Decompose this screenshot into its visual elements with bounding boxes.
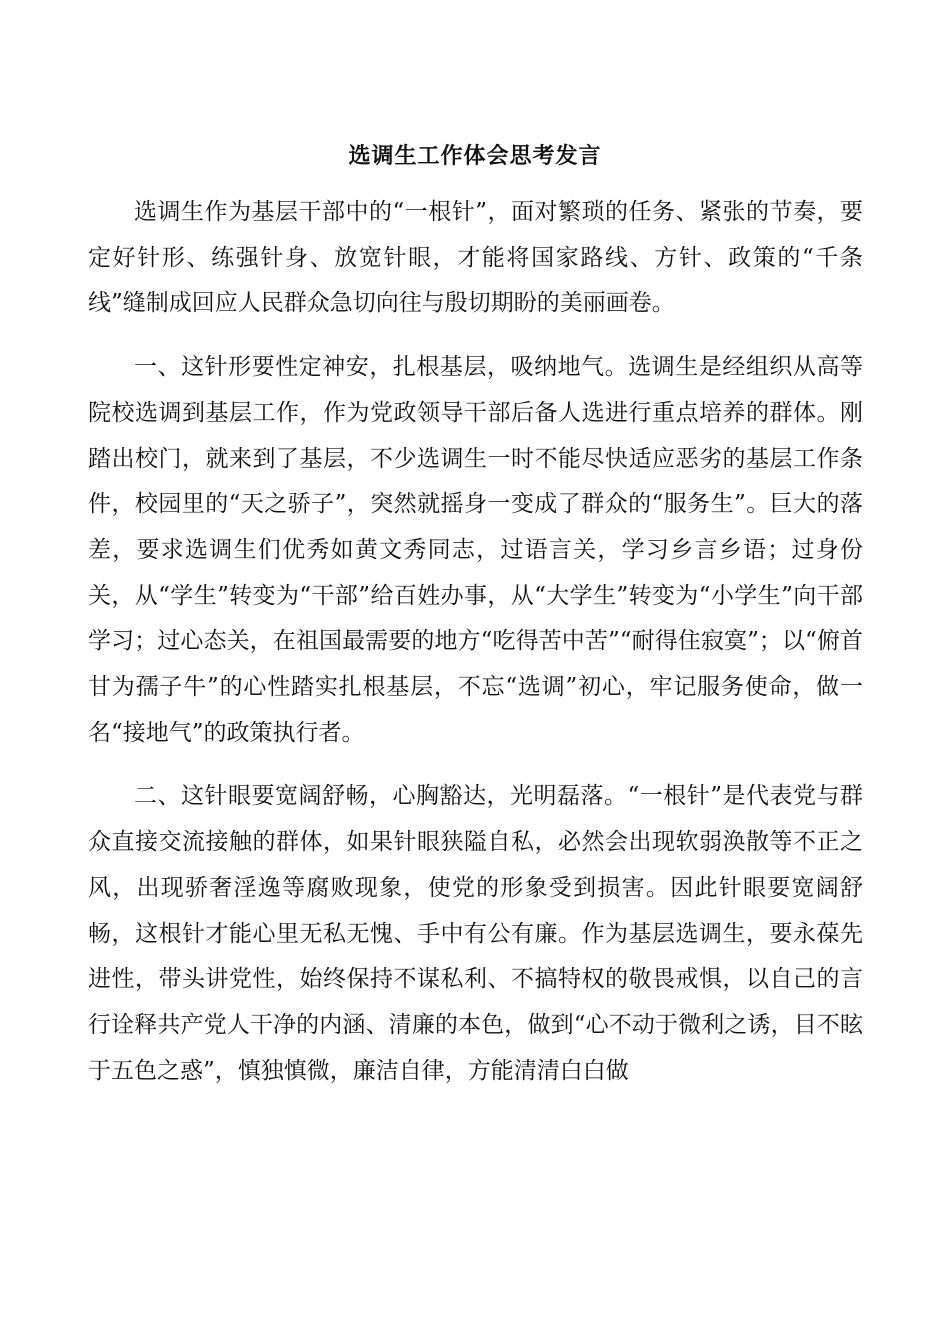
- paragraph-section-two: 二、这针眼要宽阔舒畅，心胸豁达，光明磊落。“一根针”是代表党与群众直接交流接触的群体，如果针眼狭隘自私，必然会出现软弱涣散等不正之风，出现骄奢淫逸等腐败现象，使党的形象受到损害。因此针眼要宽阔舒畅，这根针才能心里无私无愧、手中有公有廉。作为基层选调生，要永葆先进性，带头讲党性，始终保持不谋私利、不搞特权的敬畏戒惧，以自己的言行诠释共产党人干净的内涵、清廉的本色，做到“心不动于微利之诱，目不眩于五色之惑”，慎独慎微，廉洁自律，方能清清白白做: [88, 783, 863, 1084]
- document-title: 选调生工作体会思考发言: [348, 143, 602, 169]
- paragraph-intro: 选调生作为基层干部中的“一根针”，面对繁琐的任务、紧张的节奏，要定好针形、练强针身、放宽针眼，才能将国家路线、方针、政策的“千条线”缝制成回应人民群众急切向往与殷切期盼的美丽画卷。: [88, 199, 863, 317]
- paragraph-section-one: 一、这针形要性定神安，扎根基层，吸纳地气。选调生是经组织从高等院校选调到基层工作，作为党政领导干部后备人选进行重点培养的群体。刚踏出校门，就来到了基层，不少选调生一时不能尽快适应恶劣的基层工作条件，校园里的“天之骄子”，突然就摇身一变成了群众的“服务生”。巨大的落差，要求选调生们优秀如黄文秀同志，过语言关，学习乡言乡语；过身份关，从“学生”转变为“干部”给百姓办事，从“大学生”转变为“小学生”向干部学习；过心态关，在祖国最需要的地方“吃得苦中苦”“耐得住寂寞”；以“俯首甘为孺子牛”的心性踏实扎根基层，不忘“选调”初心，牢记服务使命，做一名“接地气”的政策执行者。: [88, 354, 863, 746]
- document-body: [88, 190, 863, 1094]
